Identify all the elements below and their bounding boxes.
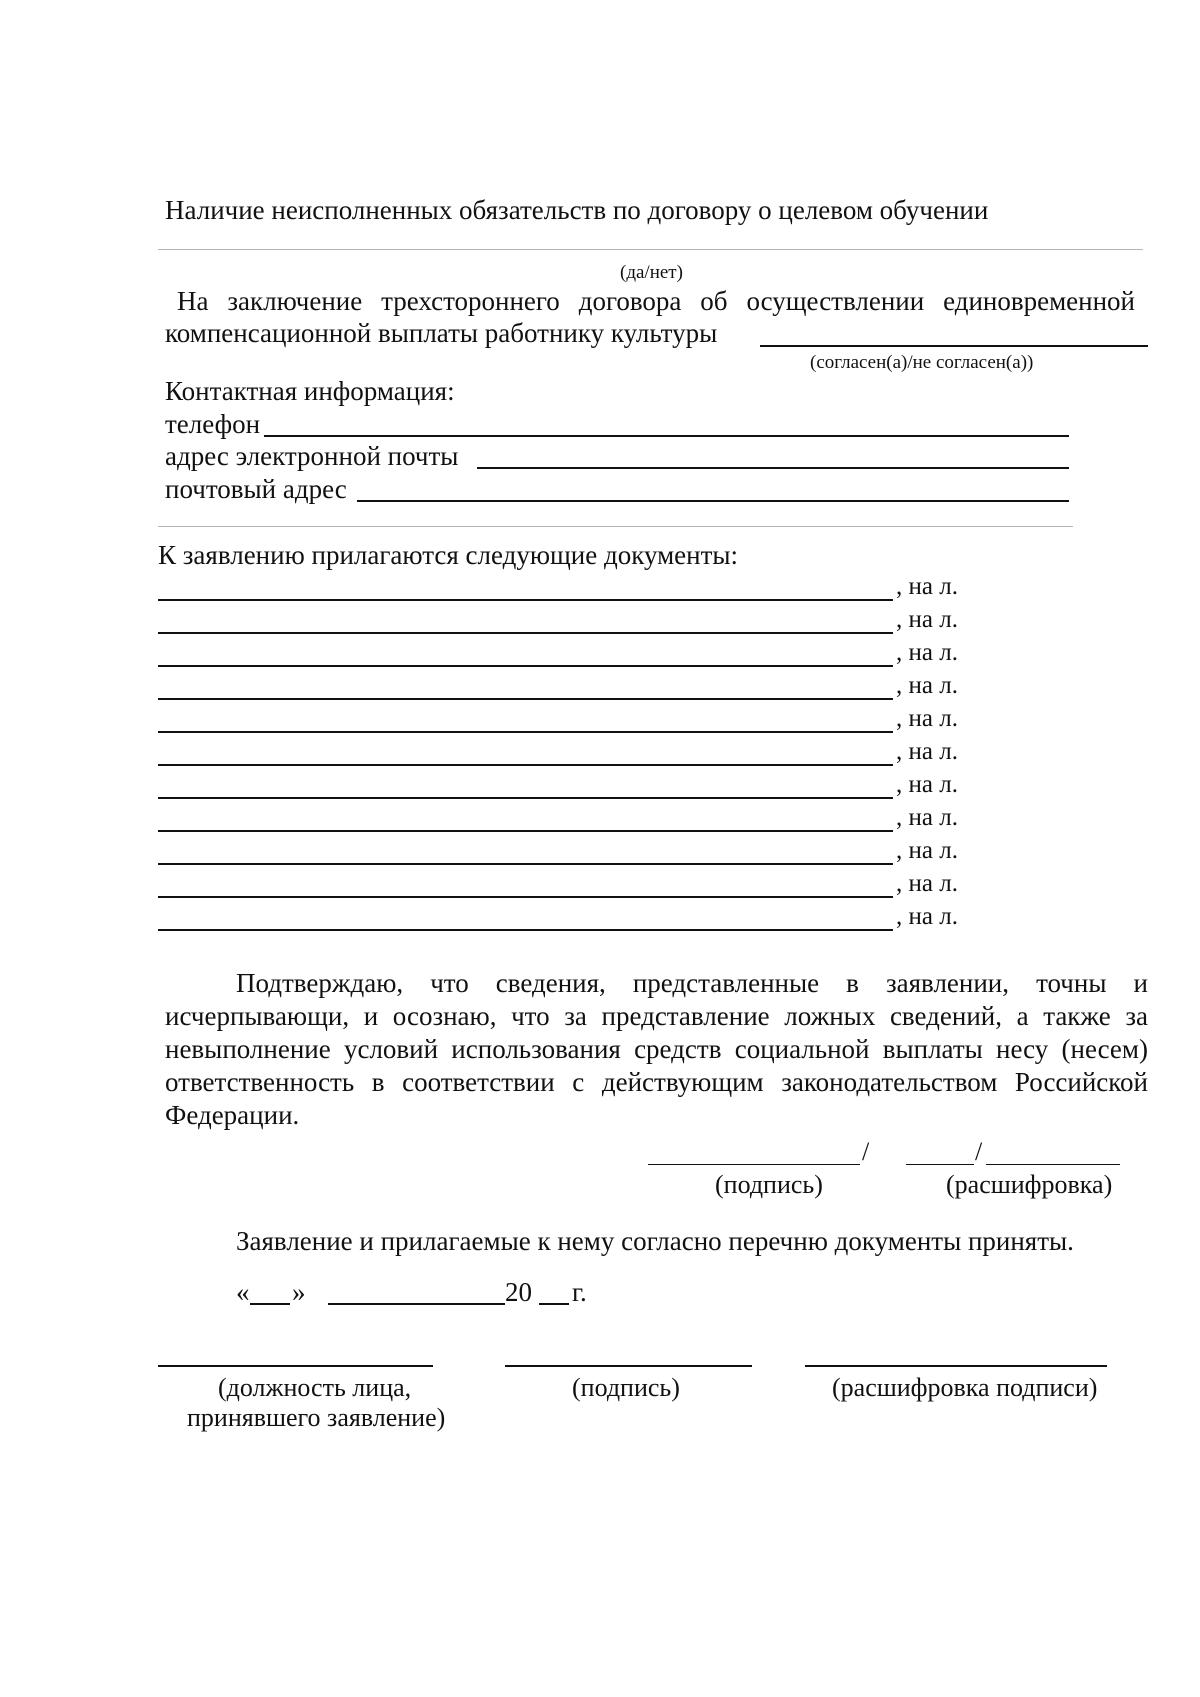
attachment-sheets-suffix: , на л. <box>896 639 958 666</box>
attachment-name-field[interactable] <box>158 632 893 634</box>
attachment-name-field[interactable] <box>158 830 893 832</box>
attachment-row <box>158 804 968 836</box>
attachment-row <box>158 870 968 902</box>
official-signature-caption: (подпись) <box>572 1373 680 1402</box>
attachment-name-field[interactable] <box>158 764 893 766</box>
attachment-sheets-suffix: , на л. <box>896 573 958 600</box>
contact-heading: Контактная информация: <box>165 376 455 406</box>
decode-separator: / <box>975 1137 983 1166</box>
confirmation-line-5: Федерации. <box>165 1100 300 1130</box>
attachment-row <box>158 705 968 737</box>
acceptance-text: Заявление и прилагаемые к нему согласно перечню документы приняты. <box>236 1226 1074 1256</box>
attachment-row <box>158 903 968 935</box>
attachment-row <box>158 573 968 605</box>
applicant-signature-field[interactable] <box>648 1164 860 1165</box>
yes-no-hint: (да/нет) <box>620 262 683 283</box>
phone-label: телефон <box>165 409 261 439</box>
official-position-field[interactable] <box>158 1365 433 1367</box>
official-signature-field[interactable] <box>505 1365 752 1367</box>
applicant-surname-field[interactable] <box>986 1164 1120 1165</box>
agreement-answer-line[interactable] <box>760 345 1148 347</box>
agreement-line-2: компенсационной выплаты работнику культуры <box>165 318 718 348</box>
attachment-sheets-suffix: , на л. <box>896 804 958 831</box>
attachment-sheets-suffix: , на л. <box>896 606 958 633</box>
attachment-name-field[interactable] <box>158 599 893 601</box>
attachment-row <box>158 606 968 638</box>
attachment-name-field[interactable] <box>158 797 893 799</box>
signature-caption: (подпись) <box>715 1170 823 1199</box>
signature-separator: / <box>862 1137 870 1166</box>
attachment-sheets-suffix: , на л. <box>896 705 958 732</box>
attachment-row <box>158 837 968 869</box>
date-day-field[interactable] <box>250 1303 290 1305</box>
attachment-name-field[interactable] <box>158 896 893 898</box>
email-field[interactable] <box>477 467 1069 469</box>
date-close-quote: » <box>292 1277 306 1307</box>
attachment-name-field[interactable] <box>158 731 893 733</box>
position-caption-line-2: принявшего заявление) <box>187 1403 446 1432</box>
email-label: адрес электронной почты <box>165 441 459 471</box>
decode-caption: (расшифровка) <box>946 1170 1113 1199</box>
attachment-sheets-suffix: , на л. <box>896 672 958 699</box>
date-month-field[interactable] <box>328 1303 505 1305</box>
attachment-sheets-suffix: , на л. <box>896 903 958 930</box>
applicant-initials-field[interactable] <box>906 1164 974 1165</box>
attachment-sheets-suffix: , на л. <box>896 837 958 864</box>
attachment-row <box>158 639 968 671</box>
attachment-name-field[interactable] <box>158 863 893 865</box>
attachment-name-field[interactable] <box>158 698 893 700</box>
attachments-heading: К заявлению прилагаются следующие документы: <box>158 540 739 570</box>
attachment-row <box>158 672 968 704</box>
section-divider <box>158 526 1073 527</box>
official-decode-caption: (расшифровка подписи) <box>832 1373 1098 1402</box>
date-open-quote: « <box>236 1277 250 1307</box>
obligations-answer-line[interactable] <box>158 249 1143 250</box>
attachment-sheets-suffix: , на л. <box>896 771 958 798</box>
attachment-name-field[interactable] <box>158 929 893 931</box>
attachment-sheets-suffix: , на л. <box>896 870 958 897</box>
official-signature-decode-field[interactable] <box>805 1365 1107 1367</box>
confirmation-line-1: Подтверждаю, что сведения, представленные в заявлении, точны и <box>236 968 1148 998</box>
date-year-suffix: г. <box>572 1277 587 1307</box>
postal-address-field[interactable] <box>357 500 1069 502</box>
phone-field[interactable] <box>264 435 1069 437</box>
confirmation-line-3: невыполнение условий использования средств социальной выплаты несу (несем) <box>165 1034 1148 1064</box>
postal-label: почтовый адрес <box>165 474 347 504</box>
attachment-row <box>158 738 968 770</box>
attachment-name-field[interactable] <box>158 665 893 667</box>
attachment-row <box>158 771 968 803</box>
agreement-line-1: На заключение трехстороннего договора об осуществлении единовременной <box>177 286 1135 316</box>
date-century: 20 <box>505 1277 532 1307</box>
date-year-field[interactable] <box>539 1303 569 1305</box>
obligations-label: Наличие неисполненных обязательств по договору о целевом обучении <box>165 195 989 225</box>
attachment-sheets-suffix: , на л. <box>896 738 958 765</box>
position-caption-line-1: (должность лица, <box>218 1373 412 1402</box>
confirmation-line-4: ответственность в соответствии с действующим законодательством Российской <box>165 1067 1148 1097</box>
confirmation-line-2: исчерпывающи, и осознаю, что за представление ложных сведений, а также за <box>165 1001 1148 1031</box>
agreement-hint: (согласен(а)/не согласен(а)) <box>810 352 1034 373</box>
